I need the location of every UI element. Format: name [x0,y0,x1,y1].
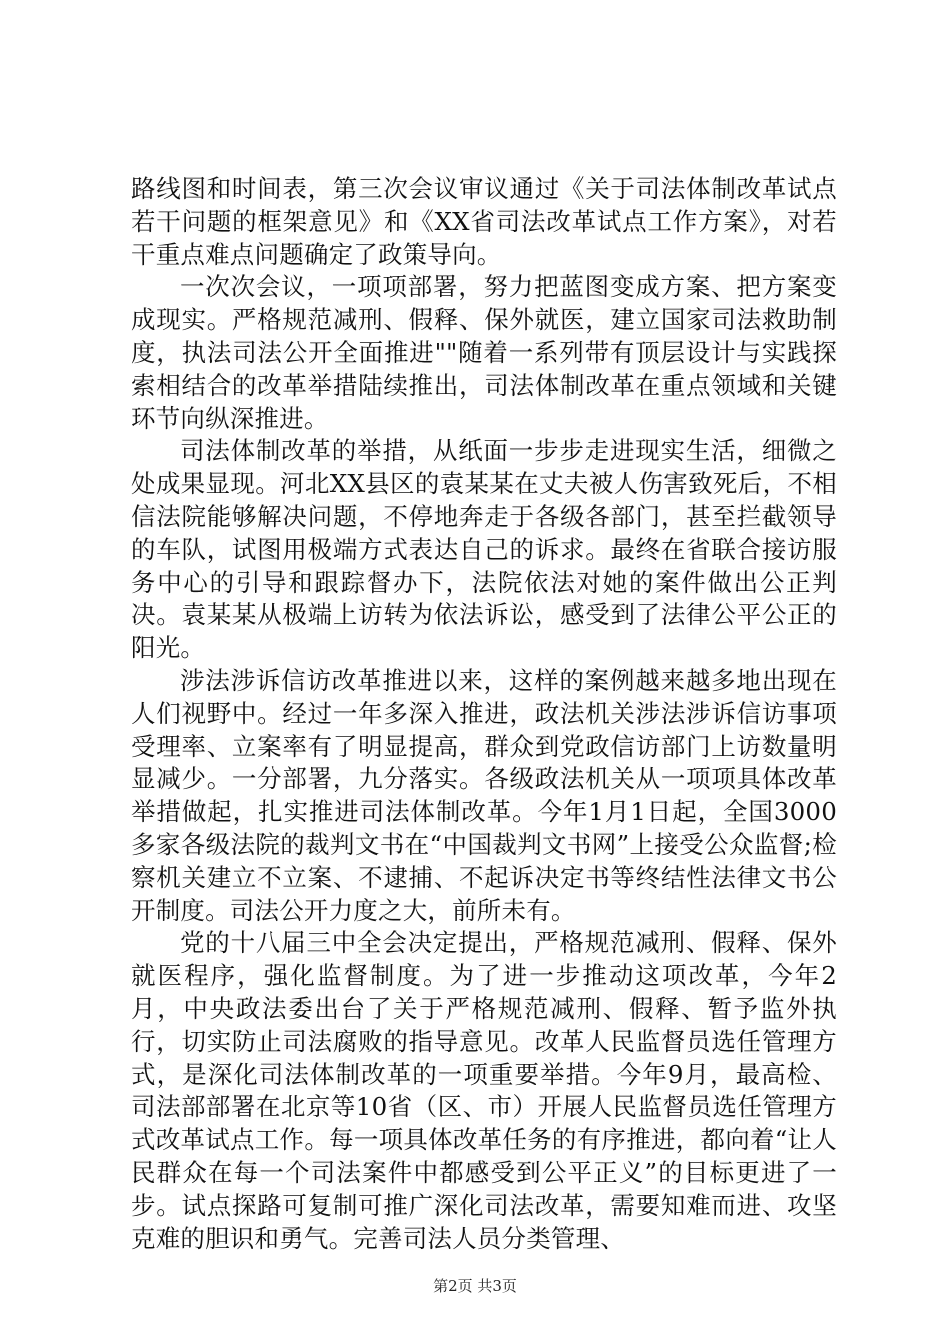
paragraph-3: 司法体制改革的举措，从纸面一步步走进现实生活，细微之处成果显现。河北XX县区的袁某某在丈夫被人伤害致死后，不相信法院能够解决问题，不停地奔走于各级各部门，甚至拦截领导的车队，试图用极端方式表达自己的诉求。最终在省联合接访服务中心的引导和跟踪督办下，法院依法对她的案件做出公正判决。袁某某从极端上访转为依法诉讼，感受到了法律公平公正的阳光。 [131,436,837,663]
paragraph-2: 一次次会议，一项项部署，努力把蓝图变成方案、把方案变成现实。严格规范减刑、假释、保外就医，建立国家司法救助制度，执法司法公开全面推进""随着一系列带有顶层设计与实践探索相结合的改革举措陆续推出，司法体制改革在重点领域和关键环节向纵深推进。 [131,272,837,433]
document-body [131,173,837,1255]
paragraph-1: 路线图和时间表，第三次会议审议通过《关于司法体制改革试点若干问题的框架意见》和《XX省司法改革试点工作方案》，对若干重点难点问题确定了政策导向。 [131,174,837,269]
paragraph-5: 党的十八届三中全会决定提出，严格规范减刑、假释、保外就医程序，强化监督制度。为了进一步推动这项改革，今年2月，中央政法委出台了关于严格规范减刑、假释、暂予监外执行，切实防止司法腐败的指导意见。改革人民监督员选任管理方式，是深化司法体制改革的一项重要举措。今年9月，最高检、司法部部署在北京等10省（区、市）开展人民监督员选任管理方式改革试点工作。每一项具体改革任务的有序推进，都向着“让人民群众在每一个司法案件中都感受到公平正义”的目标更进了一步。试点探路可复制可推广深化司法改革，需要知难而进、攻坚克难的胆识和勇气。完善司法人员分类管理、 [131,928,837,1253]
paragraph-4: 涉法涉诉信访改革推进以来，这样的案例越来越多地出现在人们视野中。经过一年多深入推进，政法机关涉法涉诉信访事项受理率、立案率有了明显提高，群众到党政信访部门上访数量明显减少。一分部署，九分落实。各级政法机关从一项项具体改革举措做起，扎实推进司法体制改革。今年1月1日起，全国3000多家各级法院的裁判文书在“中国裁判文书网”上接受公众监督;检察机关建立不立案、不逮捕、不起诉决定书等终结性法律文书公开制度。司法公开力度之大，前所未有。 [131,665,837,925]
page-number-footer: 第2页 共3页 [433,1277,517,1295]
